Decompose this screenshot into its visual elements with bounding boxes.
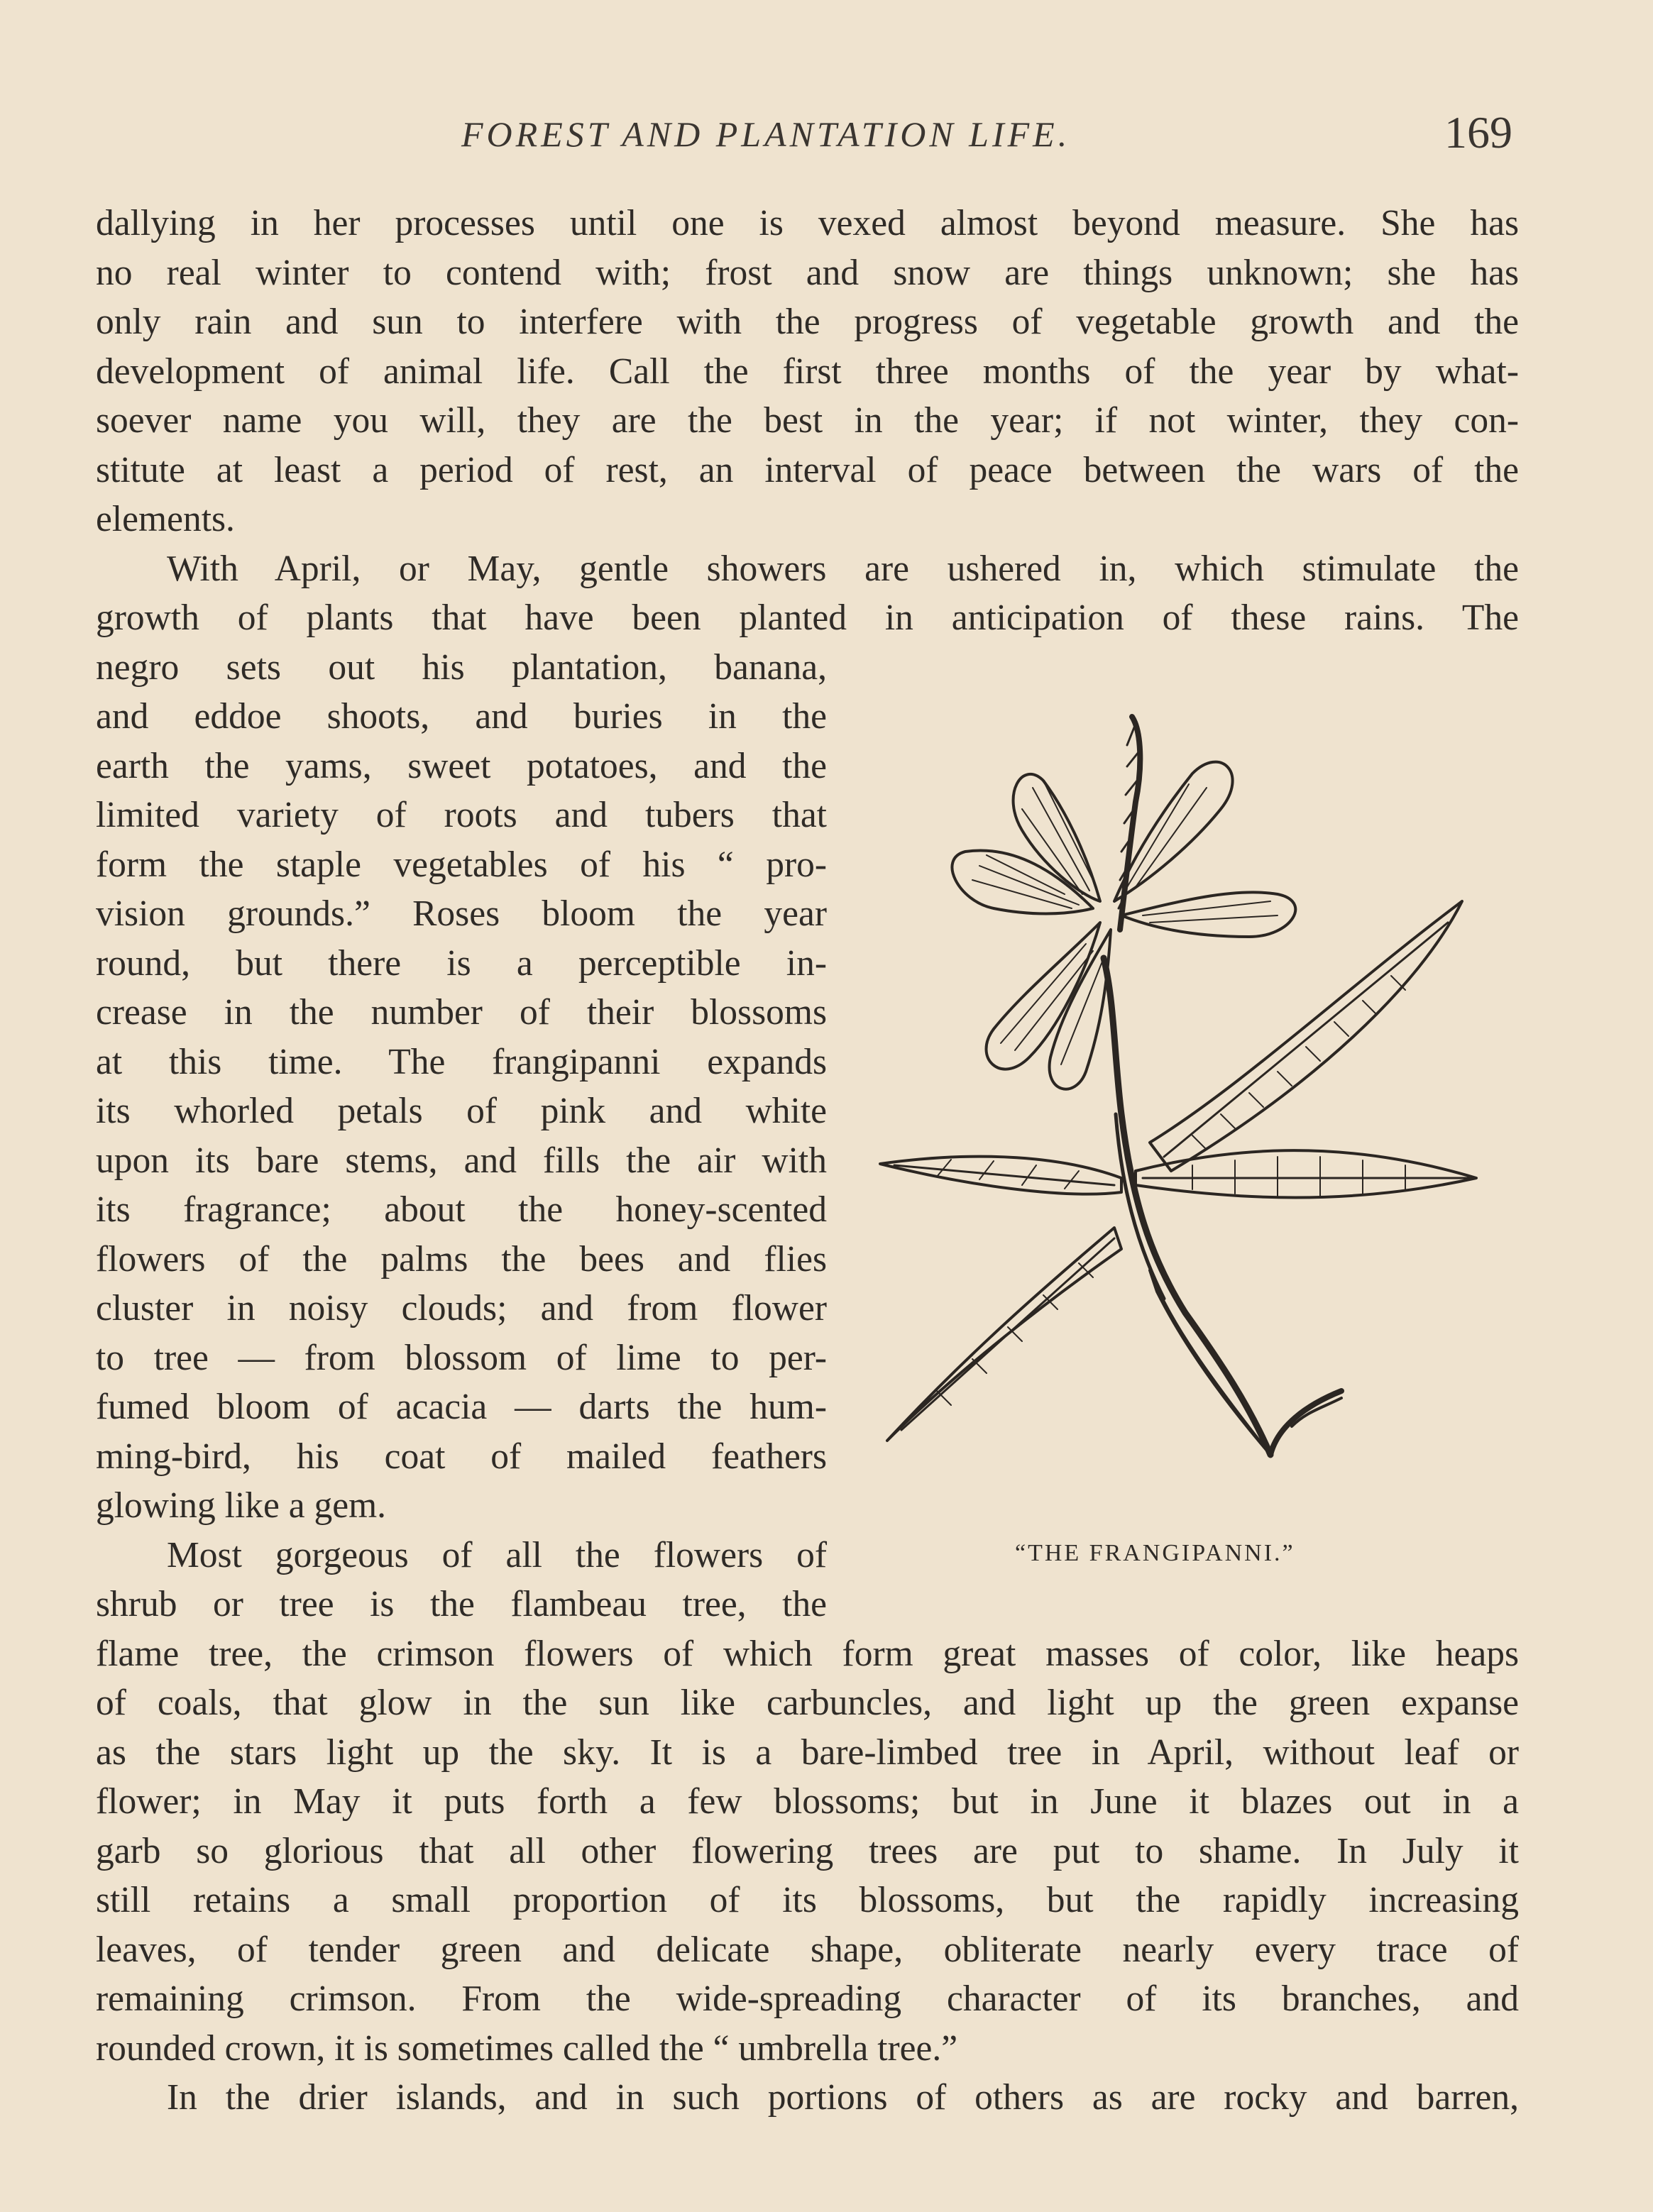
text-line: development of animal life. Call the first three months of the year by what-: [96, 351, 1519, 392]
frangipanni-engraving-icon: [852, 688, 1533, 1540]
text-line: vision grounds.” Roses bloom the year: [96, 893, 827, 934]
text-line: shrub or tree is the flambeau tree, the: [96, 1584, 827, 1624]
text-line: dallying in her processes until one is vexed almost beyond measure. She has: [96, 203, 1519, 243]
text-line: earth the yams, sweet potatoes, and the: [96, 745, 827, 786]
text-line: fumed bloom of acacia — darts the hum-: [96, 1387, 827, 1427]
text-line: at this time. The frangipanni expands: [96, 1041, 827, 1082]
paragraph-start-line: In the drier islands, and in such portions of others as are rocky and barren,: [167, 2077, 1519, 2118]
text-line: and eddoe shoots, and buries in the: [96, 696, 827, 737]
page-number: 169: [1444, 107, 1512, 158]
text-line: only rain and sun to interfere with the progress of vegetable growth and the: [96, 302, 1519, 342]
text-line: ming-bird, his coat of mailed feathers: [96, 1436, 827, 1477]
text-line: no real winter to contend with; frost and snow are things unknown; she has: [96, 252, 1519, 293]
text-line: upon its bare stems, and fills the air with: [96, 1140, 827, 1181]
frangipanni-illustration: [852, 688, 1533, 1575]
text-line: as the stars light up the sky. It is a bare-limbed tree in April, without leaf or: [96, 1732, 1519, 1773]
text-line: its whorled petals of pink and white: [96, 1091, 827, 1131]
text-line: flame tree, the crimson flowers of which form great masses of color, like heaps: [96, 1633, 1519, 1674]
text-line: of coals, that glow in the sun like carbuncles, and light up the green expanse: [96, 1683, 1519, 1723]
text-line: negro sets out his plantation, banana,: [96, 646, 827, 688]
text-line: glowing like a gem.: [96, 1485, 387, 1526]
running-head: [0, 106, 1653, 163]
running-title: FOREST AND PLANTATION LIFE.: [461, 114, 1071, 154]
text-line: to tree — from blossom of lime to per-: [96, 1337, 827, 1378]
text-line: growth of plants that have been planted in anticipation of these rains. The: [96, 598, 1519, 638]
paragraph-start-line: Most gorgeous of all the flowers of: [167, 1534, 827, 1575]
text-line: flower; in May it puts forth a few blossoms; but in June it blazes out in a: [96, 1781, 1519, 1822]
text-line: flowers of the palms the bees and flies: [96, 1238, 827, 1280]
text-line: remaining crimson. From the wide-spreading character of its branches, and: [96, 1979, 1519, 2019]
text-line: stitute at least a period of rest, an interval of peace between the wars of the: [96, 449, 1519, 490]
text-line: soever name you will, they are the best in the year; if not winter, they con-: [96, 400, 1519, 441]
figure-caption: “THE FRANGIPANNI.”: [1015, 1540, 1295, 1566]
text-line: garb so glorious that all other flowering trees are put to shame. In July it: [96, 1830, 1519, 1871]
text-line: round, but there is a perceptible in-: [96, 942, 827, 984]
text-line: cluster in noisy clouds; and from flower: [96, 1288, 827, 1328]
text-line: crease in the number of their blossoms: [96, 992, 827, 1033]
paragraph-start-line: With April, or May, gentle showers are ushered in, which stimulate the: [167, 548, 1519, 589]
text-line: elements.: [96, 499, 235, 539]
text-line: limited variety of roots and tubers that: [96, 795, 827, 835]
text-line: leaves, of tender green and delicate shape, obliterate nearly every trace of: [96, 1929, 1519, 1970]
text-line: still retains a small proportion of its blossoms, but the rapidly increasing: [96, 1880, 1519, 1920]
text-line: rounded crown, it is sometimes called the “ umbrella tree.”: [96, 2027, 958, 2069]
text-line: its fragrance; about the honey-scented: [96, 1189, 827, 1230]
text-line: form the staple vegetables of his “ pro-: [96, 844, 827, 885]
